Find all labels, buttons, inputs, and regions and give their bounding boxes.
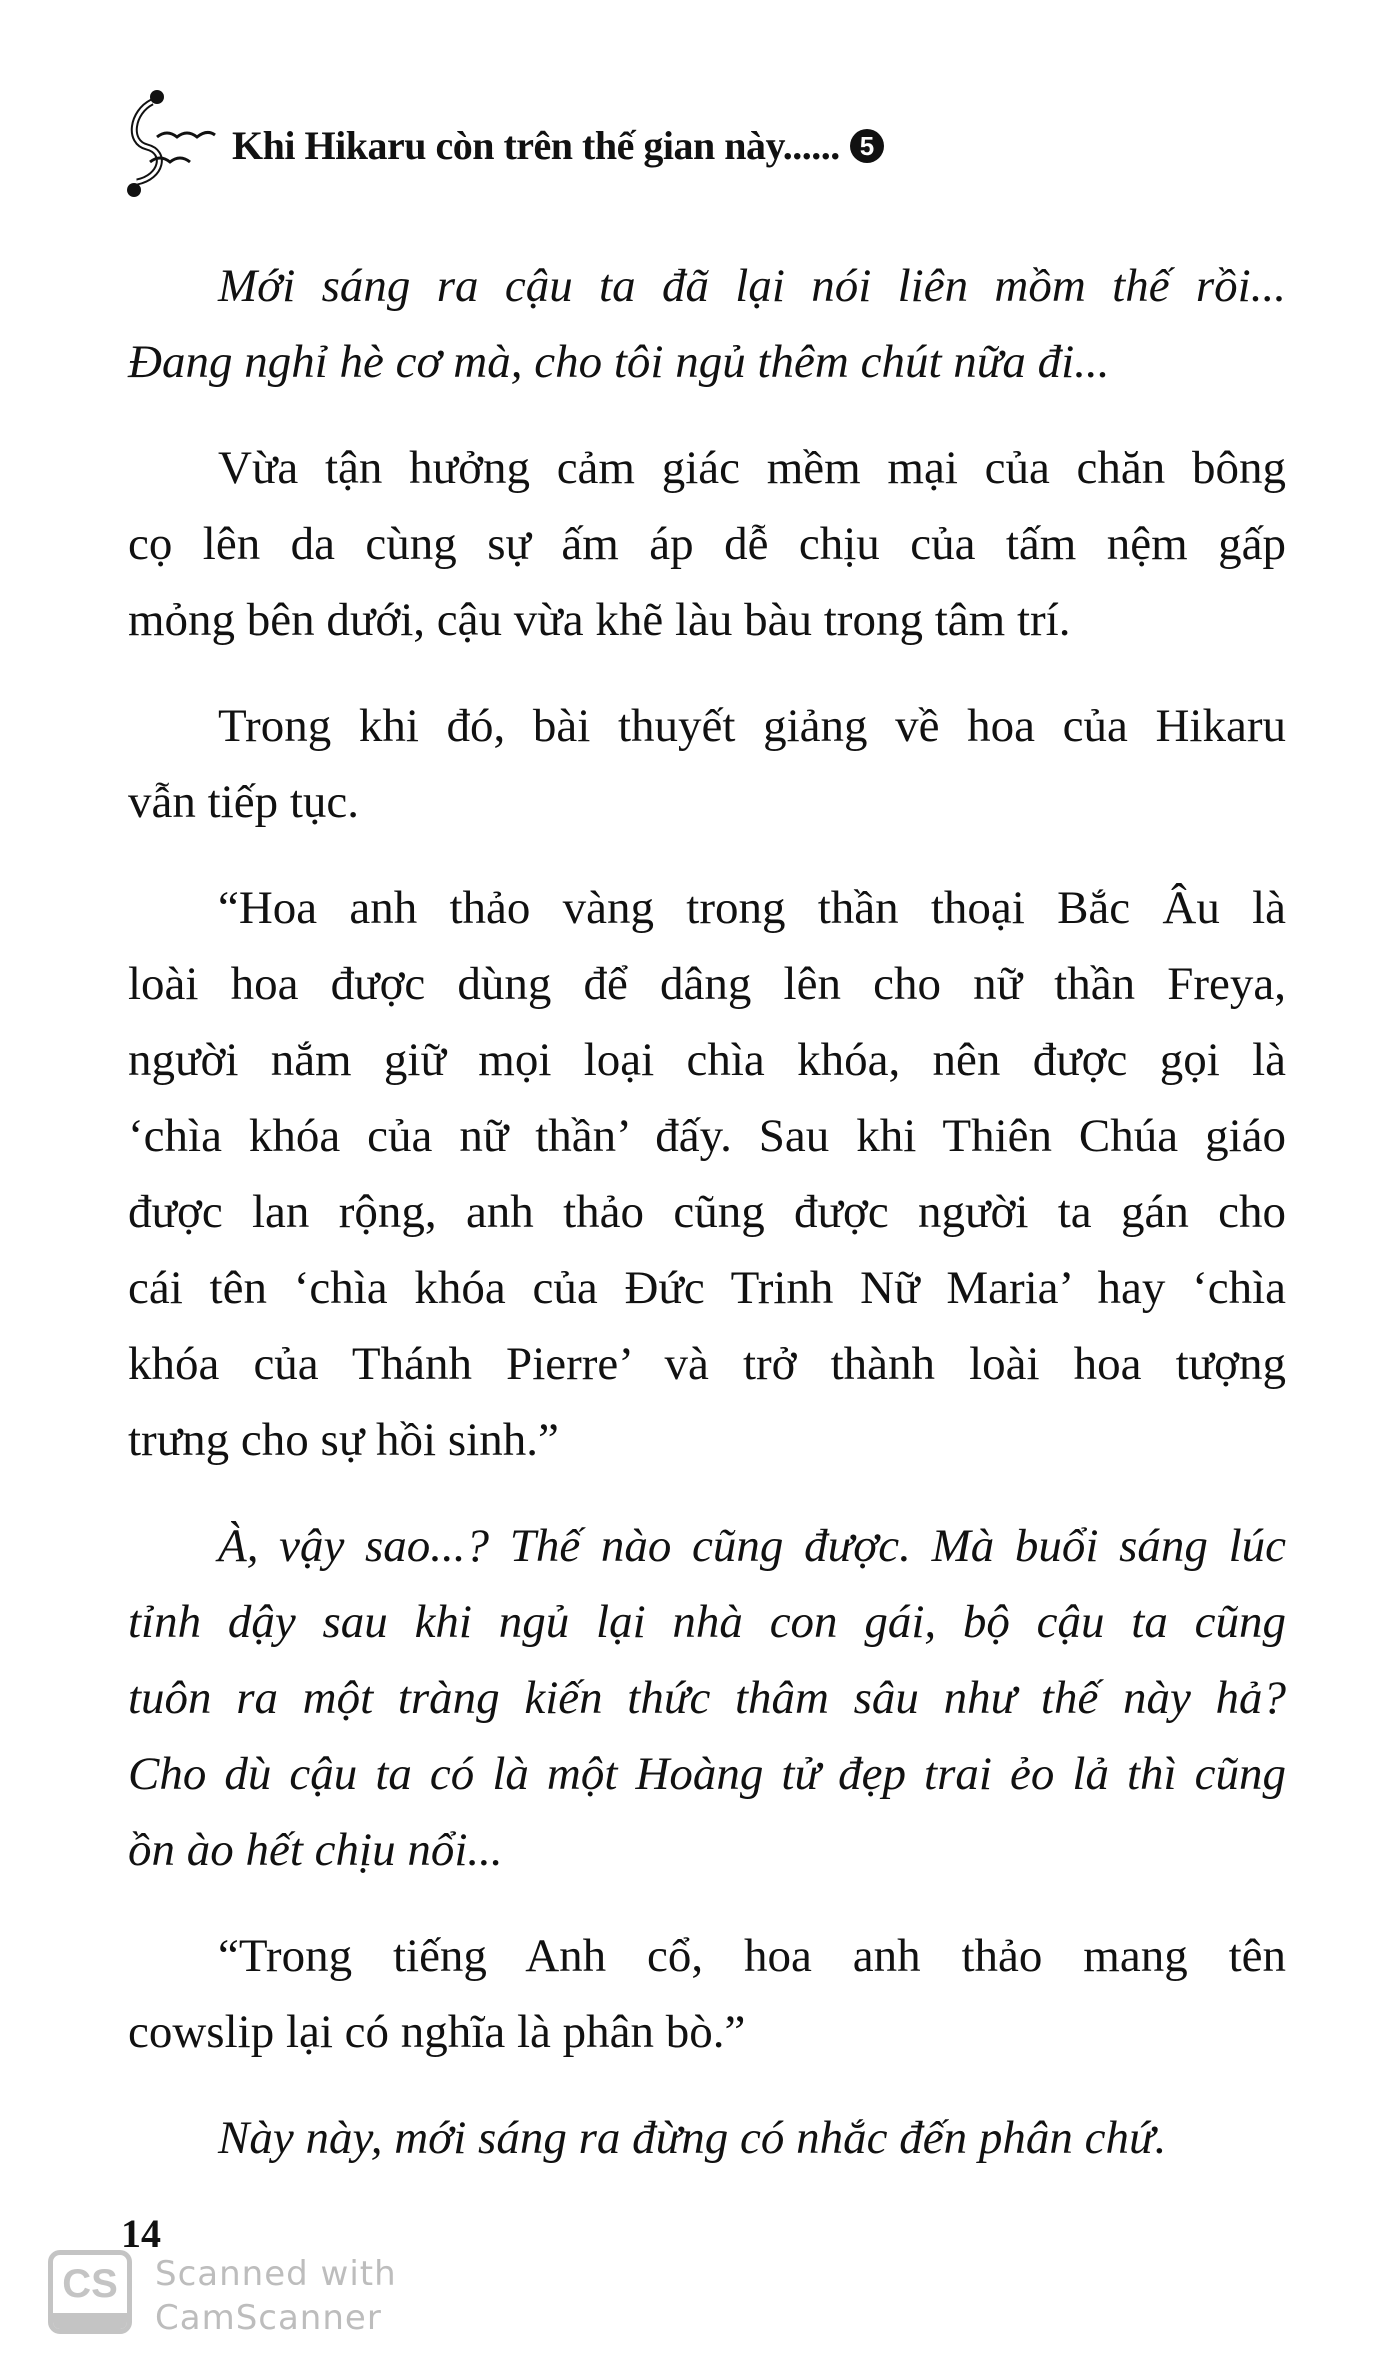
running-header [232, 122, 884, 169]
paragraph [128, 430, 1286, 658]
text-line: Cho dù cậu ta có là một Hoàng tử đẹp trai ẻo lả thì cũng [128, 1748, 1286, 1800]
volume-badge: 5 [850, 129, 884, 163]
text-line: ‘chìa khóa của nữ thần’ đấy. Sau khi Thiên Chúa giáo [128, 1110, 1286, 1162]
text-line: cái tên ‘chìa khóa của Đức Trinh Nữ Maria’ hay ‘chìa [128, 1262, 1286, 1314]
inner-monologue-paragraph [128, 2100, 1286, 2176]
paragraph [128, 870, 1286, 1478]
page-body [128, 248, 1286, 2176]
text-line: vẫn tiếp tục. [128, 776, 360, 828]
inner-monologue-paragraph [128, 248, 1286, 400]
page-number: 14 [121, 2211, 161, 2256]
text-line: Mới sáng ra cậu ta đã lại nói liên mồm thế rồi... [218, 260, 1286, 312]
book-title: Khi Hikaru còn trên thế gian này...... [232, 123, 840, 168]
camscanner-logo-icon: CS [48, 2250, 132, 2334]
text-line: Vừa tận hưởng cảm giác mềm mại của chăn bông [218, 442, 1286, 494]
camscanner-watermark: Scanned with CamScanner [155, 2254, 397, 2338]
paragraph [128, 1918, 1286, 2070]
paragraph [128, 688, 1286, 840]
text-line: Này này, mới sáng ra đừng có nhắc đến phân chứ. [218, 2112, 1167, 2164]
text-line: loài hoa được dùng để dâng lên cho nữ thần Freya, [128, 958, 1286, 1010]
series-logo-icon [112, 82, 232, 202]
text-line: người nắm giữ mọi loại chìa khóa, nên được gọi là [128, 1034, 1286, 1086]
text-line: mỏng bên dưới, cậu vừa khẽ làu bàu trong tâm trí. [128, 594, 1071, 646]
text-line: trưng cho sự hồi sinh.” [128, 1414, 559, 1466]
text-line: “Hoa anh thảo vàng trong thần thoại Bắc Âu là [218, 882, 1286, 934]
text-line: Đang nghỉ hè cơ mà, cho tôi ngủ thêm chút nữa đi... [128, 336, 1110, 388]
text-line: cọ lên da cùng sự ấm áp dễ chịu của tấm nệm gấp [128, 518, 1286, 570]
text-line: được lan rộng, anh thảo cũng được người ta gán cho [128, 1186, 1286, 1238]
text-line: tỉnh dậy sau khi ngủ lại nhà con gái, bộ cậu ta cũng [128, 1596, 1286, 1648]
text-line: “Trong tiếng Anh cổ, hoa anh thảo mang tên [218, 1930, 1286, 1982]
text-line: À, vậy sao...? Thế nào cũng được. Mà buổi sáng lúc [218, 1520, 1286, 1572]
text-line: cowslip lại có nghĩa là phân bò.” [128, 2006, 746, 2058]
text-line: khóa của Thánh Pierre’ và trở thành loài hoa tượng [128, 1338, 1286, 1390]
text-line: tuôn ra một tràng kiến thức thâm sâu như thế này hả? [128, 1672, 1286, 1724]
text-line: ồn ào hết chịu nổi... [128, 1824, 503, 1876]
text-line: Trong khi đó, bài thuyết giảng về hoa của Hikaru [218, 700, 1286, 752]
inner-monologue-paragraph [128, 1508, 1286, 1888]
